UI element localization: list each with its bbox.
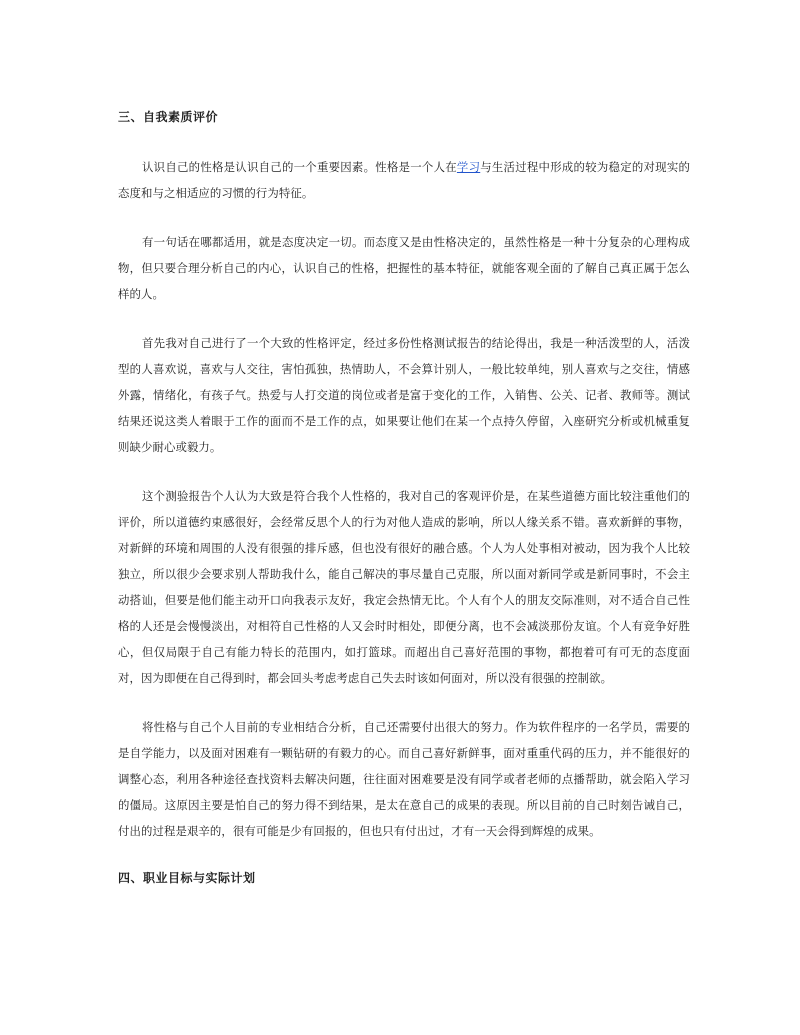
paragraph-text: 认识自己的性格是认识自己的一个重要因素。性格是一个人在 [142, 160, 457, 174]
section-heading-self-assessment: 三、自我素质评价 [118, 110, 219, 124]
study-link[interactable]: 学习 [456, 160, 481, 174]
paragraph-personality-intro [118, 154, 690, 206]
paragraph-attitude: 有一句话在哪都适用，就是态度决定一切。而态度又是由性格决定的，虽然性格是一种十分复杂的心理构成物，但只要合理分析自己的内心，认识自己的性格，把握性的基本特征，就能客观全面的了解自己真正属于怎么样的人。 [118, 235, 690, 301]
paragraph-text: 与生活过程中形成的较为稳定的对现实的态度和与之相适应的习惯的行为特征。 [118, 160, 690, 200]
section-heading-career-goals: 四、职业目标与实际计划 [118, 871, 256, 885]
paragraph-personality-test: 首先我对自己进行了一个大致的性格评定，经过多份性格测试报告的结论得出，我是一种活泼型的人，活泼型的人喜欢说，喜欢与人交往，害怕孤独，热情助人，不会算计别人，一般比较单纯，别人喜欢与之交往，情感外露，情绪化，有孩子气。热爱与人打交道的岗位或者是富于变化的工作，入销售、公关、记者、教师等。测试结果还说这类人着眼于工作的面而不是工作的点，如果要让他们在某一个点持久停留，入座研究分析或机械重复则缺少耐心或毅力。 [118, 336, 690, 454]
paragraph-self-evaluation: 这个测验报告个人认为大致是符合我个人性格的，我对自己的客观评价是，在某些道德方面比较注重他们的评价，所以道德约束感很好，会经常反思个人的行为对他人造成的影响，所以人缘关系不错。喜欢新鲜的事物，对新鲜的环境和周围的人没有很强的排斥感，但也没有很好的融合感。个人为人处事相对被动，因为我个人比较独立，所以很少会要求别人帮助我什么，能自己解决的事尽量自己克服，所以面对新同学或是新同事时，不会主动搭讪，但要是他们能主动开口向我表示友好，我定会热情无比。个人有个人的朋友交际准则，对不适合自己性格的人还是会慢慢淡出，对相符自己性格的人又会时时相处，即便分离，也不会减淡那份友谊。个人有竞争好胜心，但仅局限于自己有能力特长的范围内，如打篮球。而超出自己喜好范围的事物，都抱着可有可无的态度面对，因为即便在自己得到时，都会回头考虑考虑自己失去时该如何面对，所以没有很强的控制欲。 [118, 489, 690, 685]
paragraph-major-analysis: 将性格与自己个人目前的专业相结合分析，自己还需要付出很大的努力。作为软件程序的一名学员，需要的是自学能力，以及面对困难有一颗钻研的有毅力的心。而自己喜好新鲜事，面对重重代码的压力，并不能很好的调整心态，利用各种途径查找资料去解决问题，往往面对困难要是没有同学或者老师的点播帮助，就会陷入学习的僵局。这原因主要是怕自己的努力得不到结果，是太在意自己的成果的表现。所以目前的自己时刻告诫自己，付出的过程是艰辛的，很有可能是少有回报的，但也只有付出过，才有一天会得到辉煌的成果。 [118, 720, 690, 838]
document-page [118, 100, 690, 888]
